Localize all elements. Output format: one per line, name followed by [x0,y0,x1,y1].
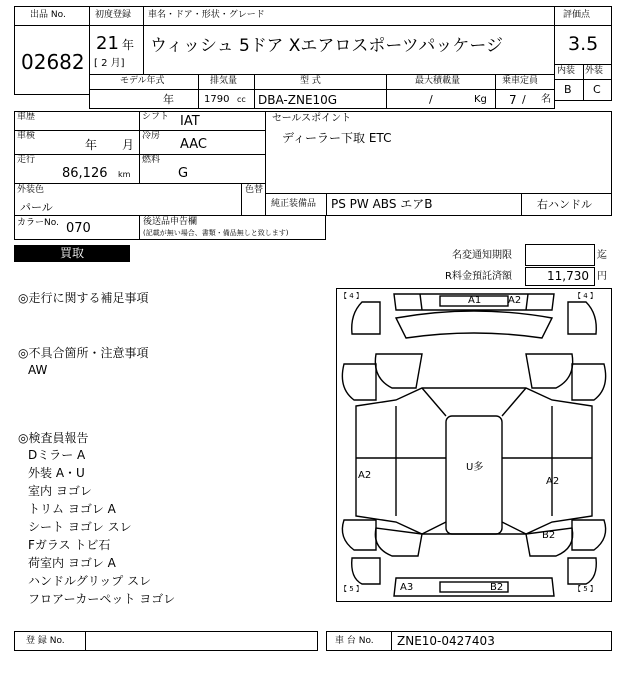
first-reg-year: 21 [96,33,119,54]
inspector-heading: ◎検査員報告 [18,431,89,445]
car-name-label: 車名・ドア・形状・グレード [148,10,265,20]
inspector-item: 室内 ヨゴレ [28,484,92,498]
color-value: パール [20,201,53,214]
recycle-label: R料金預託済額 [445,271,512,282]
type-value: DBA-ZNE10G [258,93,338,107]
inspector-item: ハンドルグリップ スレ [28,574,152,588]
type-label: 型 式 [300,76,321,86]
grade-score: 3.5 [568,33,599,55]
damage-mark: A2 [546,476,560,487]
damage-mark: A3 [400,582,414,593]
inspector-item: フロアーカーペット ヨゴレ [28,592,176,606]
mileage-value: 86,126 [62,166,108,181]
damage-mark: A1 [468,295,482,306]
color-no-label: カラーNo. [17,218,59,228]
lot-label: 出品 No. [30,10,66,20]
first-reg-label: 初度登録 [95,10,132,20]
interior-value: B [564,83,572,96]
capacity-unit: 名 [541,94,551,105]
damage-mark: A2 [358,470,372,481]
grade-label: 評価点 [563,10,591,20]
chassis-value: ZNE10-0427403 [397,634,495,648]
mileage-label: 走行 [17,155,36,165]
corner-label-bottom-left: 【 5 】 [340,585,363,593]
first-reg-month: [ 2 月] [94,58,125,69]
capacity-label: 乗車定員 [502,76,539,86]
fuel-label: 燃料 [142,155,161,165]
load-label: 最大積載量 [415,76,461,86]
body-outline [356,388,592,534]
color-no-value: 070 [66,221,91,236]
driving-notes-heading: ◎走行に関する補足事項 [18,291,149,305]
inspector-item: シート ヨゴレ スレ [28,520,132,534]
first-reg-year-unit: 年 [122,38,135,52]
post-doc-note: (記載が無い場合、書類・備品無しと致します) [143,229,289,237]
reg-no-label: 登 録 No. [26,636,65,646]
inspector-item: 荷室内 ヨゴレ A [28,556,116,570]
right-front-fender [526,354,573,388]
chassis-label: 車 台 No. [335,636,374,646]
recycle-value: 11,730 [547,269,589,283]
post-doc-label: 後送品申告欄 [143,217,198,227]
buy-label-bar: 買取 [14,245,130,262]
rear-bumper-shape [394,578,554,596]
name-change-label: 名変通知期限 [452,250,512,261]
color-label: 外装色 [17,185,45,195]
defects-heading: ◎不具合箇所・注意事項 [18,346,149,360]
damage-mark: B2 [542,530,556,541]
inspection-year-unit: 年 [85,138,98,152]
diagram-frame [337,289,612,602]
model-year-label: モデル年式 [120,76,165,86]
capacity-sep: / [522,93,526,106]
exterior-value: C [593,83,601,96]
displacement-label: 排気量 [210,76,238,86]
lot-number: 02682 [21,50,85,74]
corner-label-top-right: 【 4 】 [574,292,597,300]
handle-value: 右ハンドル [537,198,592,211]
car-damage-diagram [336,288,612,602]
reg-no-value-cell [85,631,318,651]
model-year-unit: 年 [163,93,174,106]
corner-label-top-left: 【 4 】 [340,292,363,300]
exterior-label: 外装 [585,66,604,76]
inspection-label: 車検 [17,131,36,141]
aircon-value: AAC [180,137,207,152]
roof-panel [446,416,502,534]
left-front-fender [375,354,422,388]
equipment-value: PS PW ABS エアB [331,197,433,211]
inspector-item: トリム ヨゴレ A [28,502,116,516]
interior-label: 内装 [557,66,576,76]
shift-value: IAT [180,114,200,129]
mileage-unit: km [118,170,131,179]
inspector-item: 外装 A・U [28,466,85,480]
name-change-box [525,244,595,266]
inspector-item: Dミラー A [28,448,86,462]
load-unit: Kg [474,94,487,105]
displacement-value: 1790 [204,94,230,105]
history-label: 車歴 [17,112,36,122]
corner-label-bottom-right: 【 5 】 [574,585,597,593]
inspector-item: Fガラス トビ石 [28,538,111,552]
shift-label: シフト [142,112,170,122]
defects-item: AW [28,363,48,377]
color-change-label: 色替 [245,185,264,195]
car-name-value: ウィッシュ 5ドア Xエアロスポーツパッケージ [150,36,504,56]
fuel-value: G [178,166,189,181]
damage-mark: U多 [466,462,484,473]
load-value: / [429,93,433,106]
displacement-unit: cc [237,95,246,104]
sales-point-label: セールスポイント [272,113,352,124]
sales-point-value: ディーラー下取 ETC [282,131,392,145]
inspection-month-unit: 月 [122,138,135,152]
model-year-cell [89,89,199,109]
damage-mark: B2 [490,582,504,593]
name-change-unit: 迄 [597,250,607,261]
recycle-unit: 円 [597,271,607,282]
aircon-label: 冷房 [142,131,161,141]
capacity-value: 7 [509,93,517,107]
equipment-label: 純正装備品 [271,199,317,209]
damage-mark: A2 [508,295,522,306]
